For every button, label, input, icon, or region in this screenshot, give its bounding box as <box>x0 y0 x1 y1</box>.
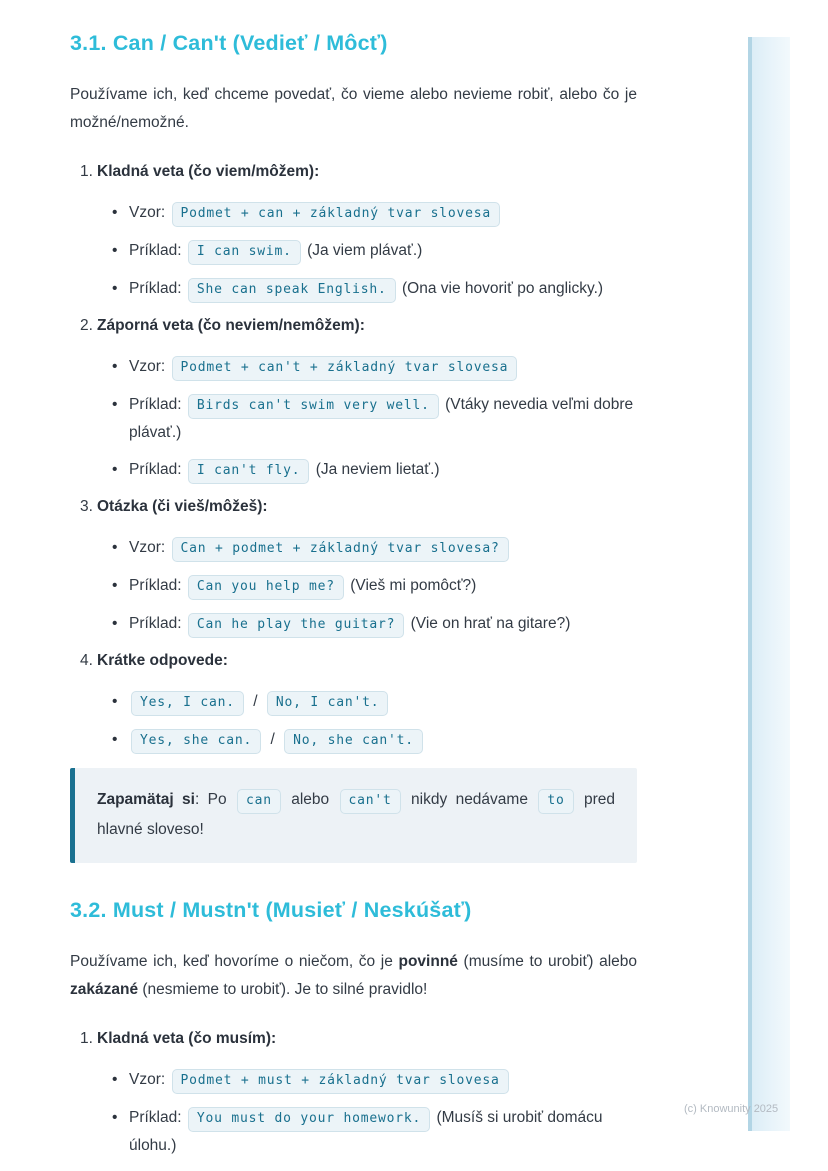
code-chip: Podmet + can't + základný tvar slovesa <box>172 356 518 381</box>
bullet-priklad <box>112 237 637 265</box>
list-item-kladna-veta-can <box>70 161 637 303</box>
right-page-strip <box>748 37 790 1131</box>
bullet-priklad <box>112 572 637 600</box>
item-title: Kladná veta (čo musím): <box>97 1029 277 1047</box>
intro-bold: zakázané <box>70 980 139 998</box>
bullet-priklad <box>112 275 637 303</box>
remember-callout <box>70 768 637 863</box>
code-chip: Yes, she can. <box>131 729 261 754</box>
callout-text: pred hlavné sloveso! <box>97 790 615 838</box>
bullet-label: Príklad: <box>129 614 182 632</box>
code-chip: can't <box>340 789 401 814</box>
bullet-label: Vzor: <box>129 538 166 556</box>
bullet-vzor <box>112 199 637 227</box>
callout-text: nikdy nedávame <box>402 790 537 808</box>
code-chip: Can + podmet + základný tvar slovesa? <box>172 537 509 562</box>
bullet-label: Príklad: <box>129 395 182 413</box>
section-3-2-heading: 3.2. Must / Mustn't (Musieť / Neskúšať) <box>70 897 472 922</box>
bullet-vzor <box>112 1066 637 1094</box>
section-3-1-intro: Používame ich, keď chceme povedať, čo vieme alebo nevieme robiť, alebo čo je možné/nemožné. <box>70 85 637 131</box>
code-chip: I can't fly. <box>188 459 310 484</box>
section-3-2-intro <box>70 948 637 1004</box>
code-chip: You must do your homework. <box>188 1107 430 1132</box>
code-chip: I can swim. <box>188 240 301 265</box>
bullet-vzor <box>112 353 637 381</box>
code-chip: to <box>538 789 573 814</box>
intro-text: Používame ich, keď hovoríme o niečom, čo je <box>70 952 399 970</box>
item-number: 3. <box>80 497 93 515</box>
bullet-short-answer <box>112 688 637 716</box>
bullet-short-answer <box>112 726 637 754</box>
code-chip: Can you help me? <box>188 575 344 600</box>
bullet-priklad <box>112 1104 637 1159</box>
answer-separator: / <box>253 692 258 710</box>
answer-separator: / <box>270 730 275 748</box>
bullet-translation: (Vieš mi pomôcť?) <box>350 576 477 594</box>
list-item-kratke-odpovede <box>70 650 637 754</box>
list-item-zaporna-veta-can <box>70 315 637 484</box>
code-chip: She can speak English. <box>188 278 396 303</box>
bullet-label: Príklad: <box>129 576 182 594</box>
item-number: 4. <box>80 651 93 669</box>
bullet-translation: (Ja viem plávať.) <box>307 241 423 259</box>
document-content <box>70 30 637 1171</box>
bullet-priklad <box>112 456 637 484</box>
bullet-priklad <box>112 610 637 638</box>
copyright-watermark: (c) Knowunity 2025 <box>684 1103 779 1115</box>
section-3-1-heading: 3.1. Can / Can't (Vedieť / Môcť) <box>70 31 388 55</box>
callout-text: alebo <box>282 790 338 808</box>
bullet-label: Vzor: <box>129 357 166 375</box>
intro-text: (musíme to urobiť) alebo <box>457 952 637 970</box>
callout-bold-label: Zapamätaj si <box>97 790 195 808</box>
bullet-translation: (Ona vie hovoriť po anglicky.) <box>401 279 604 297</box>
bullet-label: Vzor: <box>129 1070 166 1088</box>
item-title: Krátke odpovede: <box>97 651 228 669</box>
intro-bold: povinné <box>398 952 458 970</box>
code-chip: Can he play the guitar? <box>188 613 404 638</box>
bullet-label: Príklad: <box>129 241 182 259</box>
intro-text: (nesmieme to urobiť). Je to silné pravidlo! <box>138 980 428 998</box>
code-chip: No, I can't. <box>267 691 389 716</box>
bullet-vzor <box>112 534 637 562</box>
code-chip: Yes, I can. <box>131 691 244 716</box>
item-number: 1. <box>80 1029 93 1047</box>
code-chip: Podmet + must + základný tvar slovesa <box>172 1069 509 1094</box>
callout-text: : Po <box>194 790 235 808</box>
code-chip: can <box>237 789 281 814</box>
bullet-translation: (Musíš si urobiť domácu úlohu.) <box>129 1108 603 1154</box>
list-item-kladna-veta-must <box>70 1028 637 1159</box>
bullet-translation: (Ja neviem lietať.) <box>315 460 440 478</box>
list-item-otazka-can <box>70 496 637 638</box>
item-title: Kladná veta (čo viem/môžem): <box>97 162 320 180</box>
bullet-label: Príklad: <box>129 1108 182 1126</box>
code-chip: Podmet + can + základný tvar slovesa <box>172 202 501 227</box>
bullet-priklad <box>112 391 637 446</box>
bullet-label: Príklad: <box>129 279 182 297</box>
item-number: 1. <box>80 162 93 180</box>
bullet-translation: (Vie on hrať na gitare?) <box>410 614 571 632</box>
bullet-label: Vzor: <box>129 203 166 221</box>
code-chip: Birds can't swim very well. <box>188 394 439 419</box>
bullet-label: Príklad: <box>129 460 182 478</box>
item-title: Otázka (či vieš/môžeš): <box>97 497 268 515</box>
item-title: Záporná veta (čo neviem/nemôžem): <box>97 316 365 334</box>
item-number: 2. <box>80 316 93 334</box>
bullet-translation: (Vtáky nevedia veľmi dobre plávať.) <box>129 395 634 441</box>
code-chip: No, she can't. <box>284 729 423 754</box>
